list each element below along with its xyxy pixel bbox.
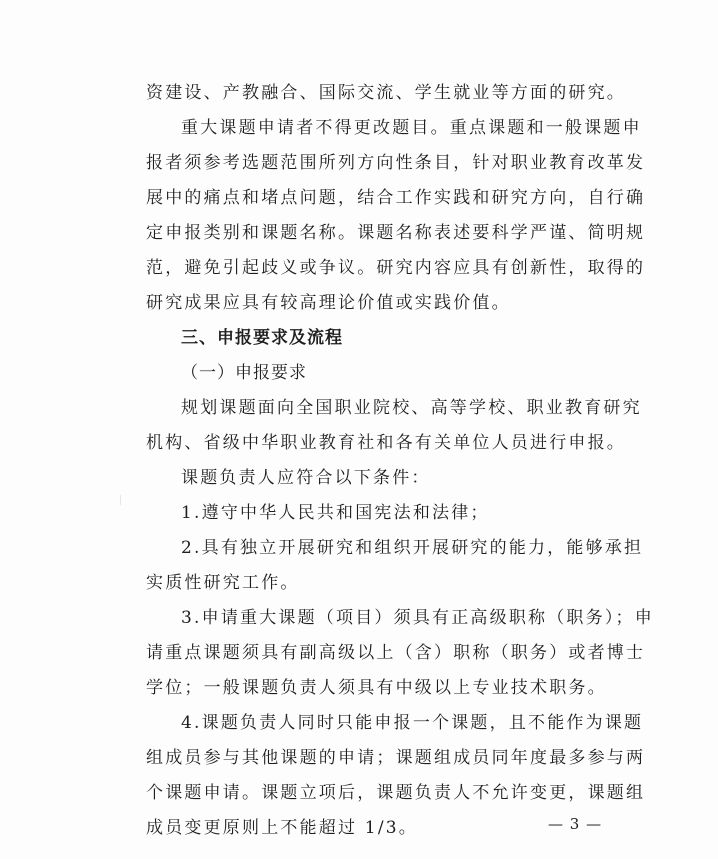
paragraph-line: 重大课题申请者不得更改题目。重点课题和一般课题申 bbox=[181, 118, 642, 138]
list-item-continuation: 成员变更原则上不能超过 1/3。 bbox=[146, 818, 418, 838]
paragraph-line: 展中的痛点和堵点问题，结合工作实践和研究方向，自行确 bbox=[146, 188, 646, 208]
paragraph-line: 研究成果应具有较高理论价值或实践价值。 bbox=[146, 293, 511, 313]
list-item: 1.遵守中华人民共和国宪法和法律； bbox=[181, 503, 490, 523]
list-item: 3.申请重大课题（项目）须具有正高级职称（职务）；申 bbox=[181, 608, 654, 628]
subsection-heading: （一）申报要求 bbox=[181, 363, 307, 383]
list-item-continuation: 组成员参与其他课题的申请；课题组成员同年度最多参与两 bbox=[146, 748, 646, 768]
paragraph-line: 报者须参考选题范围所列方向性条目，针对职业教育改革发 bbox=[146, 153, 646, 173]
list-item: 2.具有独立开展研究和组织开展研究的能力，能够承担 bbox=[181, 538, 644, 558]
page-number: — 3 — bbox=[548, 815, 603, 833]
list-item-continuation: 学位；一般课题负责人须具有中级以上专业技术职务。 bbox=[146, 678, 607, 698]
list-item: 4.课题负责人同时只能申报一个课题，且不能作为课题 bbox=[181, 713, 644, 733]
paragraph-line: 机构、省级中华职业教育社和各有关单位人员进行申报。 bbox=[146, 433, 626, 453]
paragraph-line: 课题负责人应符合以下条件： bbox=[181, 468, 431, 488]
paragraph-line: 资建设、产教融合、国际交流、学生就业等方面的研究。 bbox=[146, 83, 626, 103]
paragraph-line: 范，避免引起歧义或争议。研究内容应具有创新性，取得的 bbox=[146, 258, 646, 278]
list-item-continuation: 个课题申请。课题立项后，课题负责人不允许变更，课题组 bbox=[146, 783, 646, 803]
paragraph-line: 定申报类别和课题名称。课题名称表述要科学严谨、简明规 bbox=[146, 223, 646, 243]
paragraph-line: 规划课题面向全国职业院校、高等学校、职业教育研究 bbox=[181, 398, 642, 418]
list-item-continuation: 请重点课题须具有副高级以上（含）职称（职务）或者博士 bbox=[146, 643, 646, 663]
scan-artifact bbox=[120, 495, 121, 505]
list-item-continuation: 实质性研究工作。 bbox=[146, 573, 300, 593]
section-heading: 三、申报要求及流程 bbox=[181, 328, 343, 348]
